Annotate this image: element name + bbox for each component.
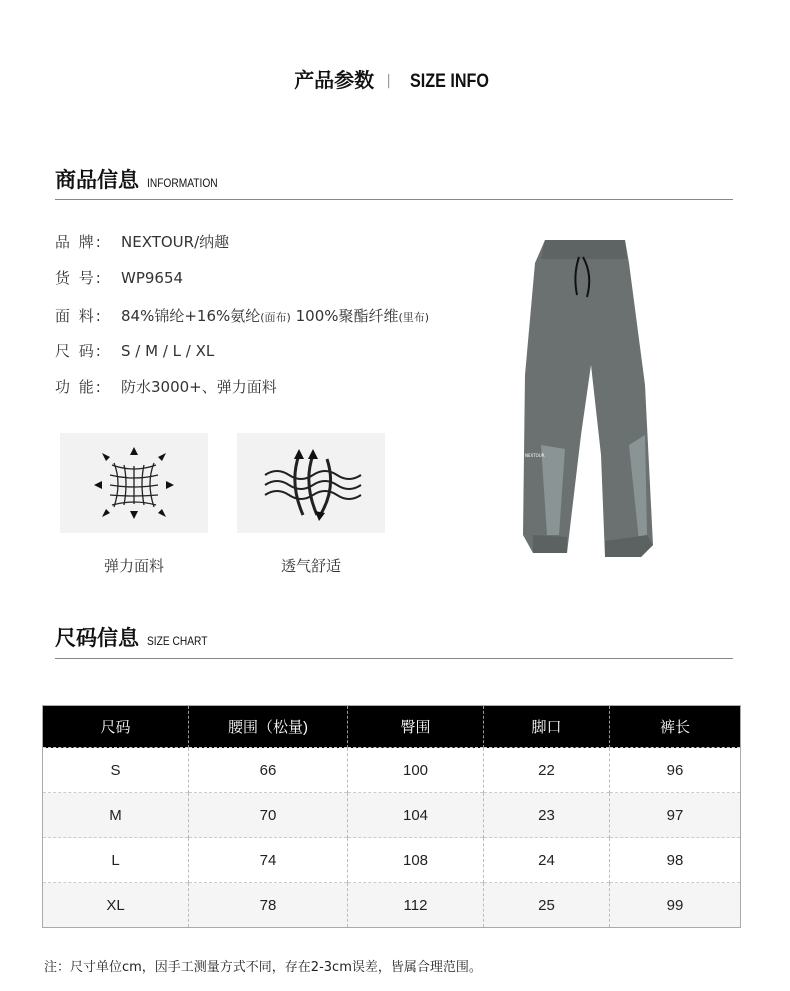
- table-row: [43, 883, 741, 928]
- info-key: 货 号:: [55, 269, 103, 287]
- info-row-size: [55, 341, 214, 361]
- col-header: 臀围: [348, 706, 484, 748]
- col-header: 裤长: [610, 706, 741, 748]
- page-title: [0, 64, 790, 93]
- cell: 23: [484, 793, 610, 838]
- col-header: 尺码: [43, 706, 189, 748]
- table-row: [43, 793, 741, 838]
- feature-label-breathable: 透气舒适: [280, 557, 341, 575]
- col-header: 脚口: [484, 706, 610, 748]
- divider: [55, 199, 733, 200]
- info-key: 品 牌:: [55, 233, 103, 251]
- info-row-function: [55, 377, 277, 397]
- cell: 108: [348, 838, 484, 883]
- cell: L: [43, 838, 189, 883]
- breathable-icon: [237, 433, 385, 533]
- info-key: 功 能:: [55, 378, 103, 396]
- product-image: [505, 235, 655, 565]
- cell: 98: [610, 838, 741, 883]
- cell: 24: [484, 838, 610, 883]
- divider: [55, 658, 733, 659]
- cell: 70: [189, 793, 348, 838]
- table-row: [43, 838, 741, 883]
- cell: 99: [610, 883, 741, 928]
- info-section-title: [55, 164, 230, 194]
- size-table: [42, 705, 741, 928]
- cell: 66: [189, 748, 348, 793]
- cell: 22: [484, 748, 610, 793]
- cell: XL: [43, 883, 189, 928]
- cell: 25: [484, 883, 610, 928]
- title-en: SIZE INFO: [409, 71, 489, 92]
- info-value: WP9654: [121, 269, 184, 287]
- cell: 78: [189, 883, 348, 928]
- info-value: 84%锦纶+16%氨纶: [121, 307, 261, 325]
- col-header: 腰围（松量): [189, 706, 348, 748]
- section-title-cn: 商品信息: [55, 168, 139, 192]
- info-value: S / M / L / XL: [121, 342, 215, 360]
- cell: M: [43, 793, 189, 838]
- info-value: NEXTOUR/纳趣: [121, 233, 230, 251]
- title-separator: |: [386, 73, 391, 89]
- table-header: [43, 706, 741, 748]
- section-title-en: SIZE CHART: [147, 634, 208, 648]
- info-note: (面布): [260, 311, 291, 324]
- info-value: 100%聚酯纤维: [290, 307, 399, 325]
- table-row: [43, 748, 741, 793]
- size-section-title: [55, 622, 218, 652]
- cell: 112: [348, 883, 484, 928]
- cell: 104: [348, 793, 484, 838]
- cell: 100: [348, 748, 484, 793]
- info-key: 尺 码:: [55, 342, 103, 360]
- stretch-icon: [60, 433, 208, 533]
- section-title-en: INFORMATION: [147, 176, 218, 190]
- section-title-cn: 尺码信息: [55, 626, 139, 650]
- feature-label-stretch: 弹力面料: [103, 557, 164, 575]
- product-logo-text: NEXTOUR: [525, 453, 545, 458]
- cell: S: [43, 748, 189, 793]
- info-value: 防水3000+、弹力面料: [121, 378, 277, 396]
- info-row-sku: [55, 268, 183, 288]
- info-key: 面 料:: [55, 307, 103, 325]
- cell: 96: [610, 748, 741, 793]
- title-cn: 产品参数: [294, 68, 375, 92]
- info-row-fabric: [55, 306, 429, 326]
- info-note: (里布): [398, 311, 430, 324]
- cell: 74: [189, 838, 348, 883]
- info-row-brand: [55, 232, 229, 252]
- size-note: 注：尺寸单位cm，因手工测量方式不同，存在2-3cm误差，皆属合理范围。: [44, 960, 482, 975]
- cell: 97: [610, 793, 741, 838]
